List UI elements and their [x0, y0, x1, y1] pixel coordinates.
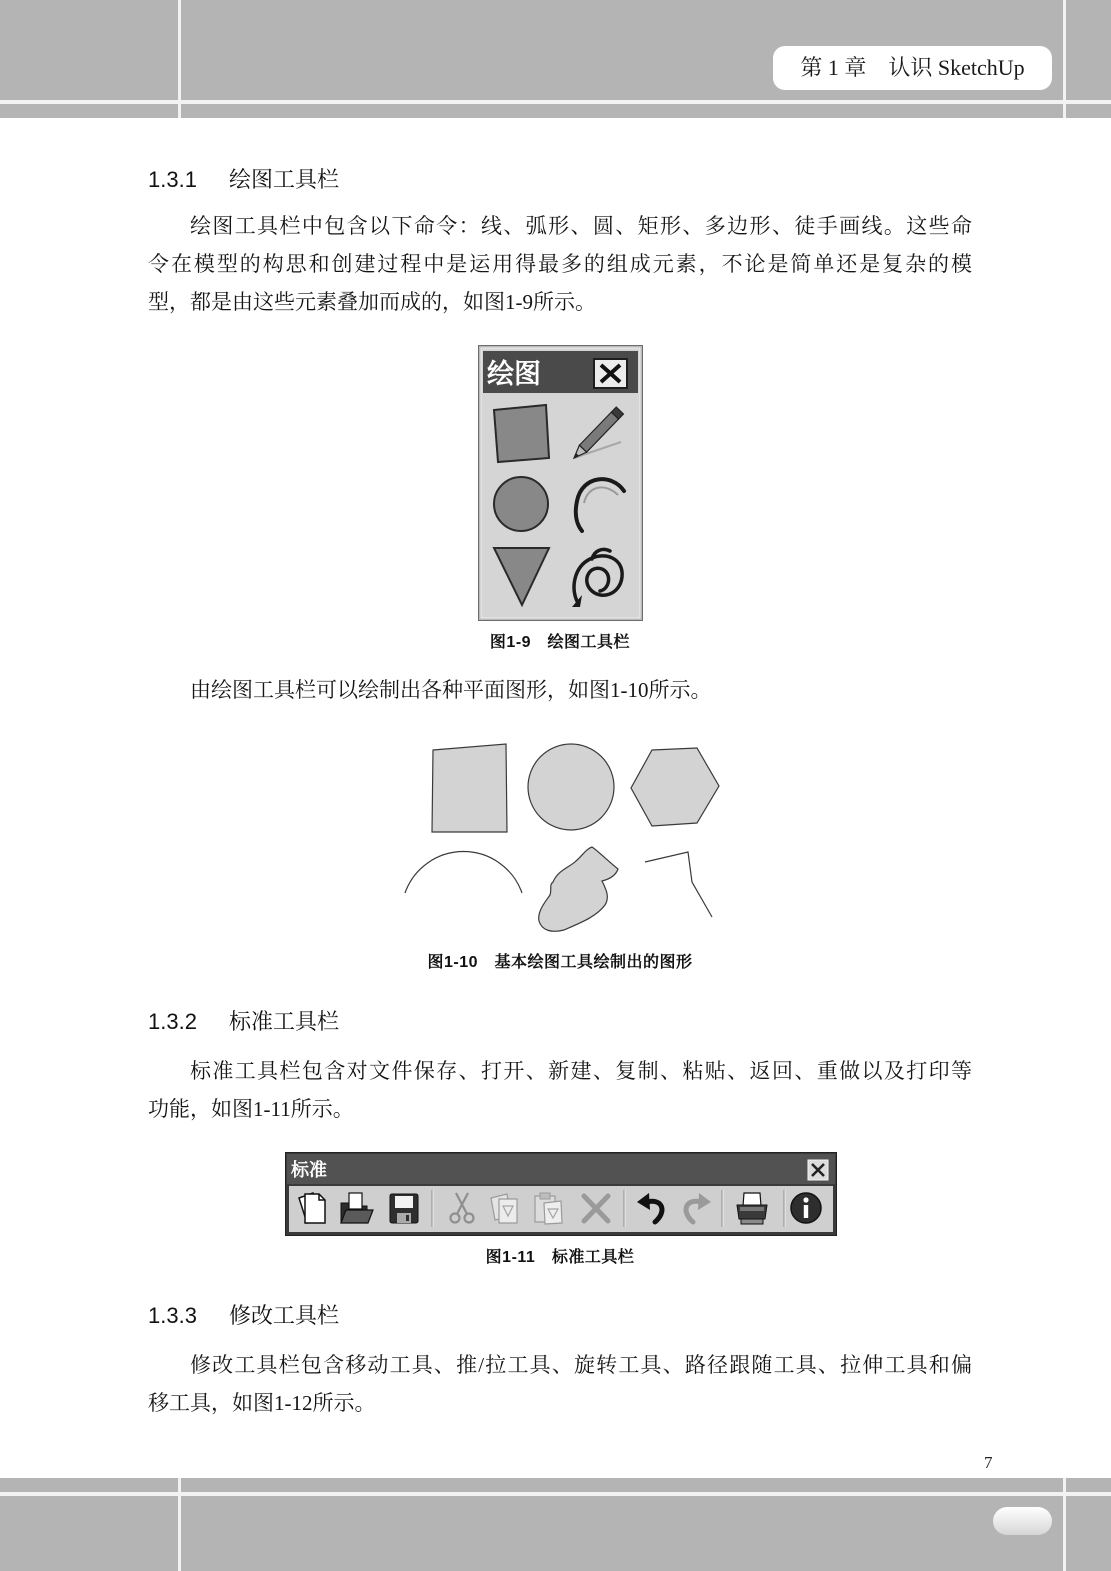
section-heading: [148, 1008, 339, 1036]
header-divider: [1063, 0, 1066, 118]
rectangle-icon: [494, 405, 549, 462]
paragraph-line: 移工具，如图1-12所示。: [148, 1391, 376, 1415]
figure-caption: 图1-10 基本绘图工具绘制出的图形: [427, 954, 693, 971]
toolbar-title: 标准: [291, 1160, 327, 1180]
freehand-shape: [539, 847, 618, 931]
figure-caption: 图1-9 绘图工具栏: [489, 634, 631, 651]
toolbar-separator: [784, 1190, 785, 1227]
section-heading: [148, 1302, 339, 1330]
footer-divider: [0, 1492, 1111, 1496]
close-icon: [594, 359, 627, 388]
toolbar-separator: [432, 1190, 433, 1227]
hexagon-shape: [631, 748, 719, 826]
rectangle-shape: [432, 744, 507, 832]
figure-caption: 图1-11 标准工具栏: [485, 1249, 635, 1266]
paragraph: [148, 671, 972, 709]
paragraph: [148, 207, 972, 321]
section-number: 1.3.3: [148, 1303, 197, 1328]
standard-toolbar-figure: [285, 1152, 838, 1237]
paragraph-line: 令在模型的构思和创建过程中是运用得最多的组成元素，不论是简单还是复杂的模: [148, 252, 972, 276]
section-number: 1.3.2: [148, 1009, 197, 1034]
circle-icon: [494, 477, 548, 531]
section-title: 绘图工具栏: [229, 167, 340, 192]
header-divider: [0, 100, 1111, 104]
toolbar-separator: [722, 1190, 723, 1227]
page-number: 7: [984, 1453, 993, 1472]
paragraph-line: 功能，如图1-11所示。: [148, 1097, 354, 1121]
toolbar-separator: [624, 1190, 625, 1227]
paragraph-line: 绘图工具栏中包含以下命令：线、弧形、圆、矩形、多边形、徒手画线。这些命: [190, 214, 972, 238]
chapter-title: 第 1 章 认识 SketchUp: [773, 46, 1052, 90]
section-number: 1.3.1: [148, 167, 197, 192]
header-divider: [178, 0, 181, 118]
toolbar-title-bar: [287, 1154, 835, 1184]
paragraph-line: 由绘图工具栏可以绘制出各种平面图形，如图1-10所示。: [190, 678, 712, 702]
drawing-toolbar-figure: [478, 345, 644, 622]
paragraph-line: 型，都是由这些元素叠加而成的，如图1-9所示。: [148, 290, 596, 314]
paragraph-line: 修改工具栏包含移动工具、推/拉工具、旋转工具、路径跟随工具、拉伸工具和偏: [190, 1353, 972, 1377]
footer-divider: [178, 1478, 181, 1571]
close-icon: [808, 1160, 828, 1180]
drawn-shapes-figure: [400, 735, 725, 935]
toolbar-title: 绘图: [487, 359, 541, 389]
toolbar-title-bar: [483, 351, 638, 393]
paragraph-line: 标准工具栏包含对文件保存、打开、新建、复制、粘贴、返回、重做以及打印等: [190, 1059, 972, 1083]
save-icon: [390, 1194, 418, 1223]
section-title: 修改工具栏: [229, 1303, 340, 1328]
arc-shape: [405, 852, 522, 893]
paragraph: [148, 1052, 972, 1128]
footer-tab: [993, 1507, 1052, 1535]
line-shape: [645, 852, 712, 917]
circle-shape: [528, 744, 614, 830]
info-icon: [791, 1193, 821, 1223]
section-title: 标准工具栏: [229, 1009, 340, 1034]
footer-divider: [1063, 1478, 1066, 1571]
section-heading: [148, 166, 339, 194]
paragraph: [148, 1346, 972, 1422]
